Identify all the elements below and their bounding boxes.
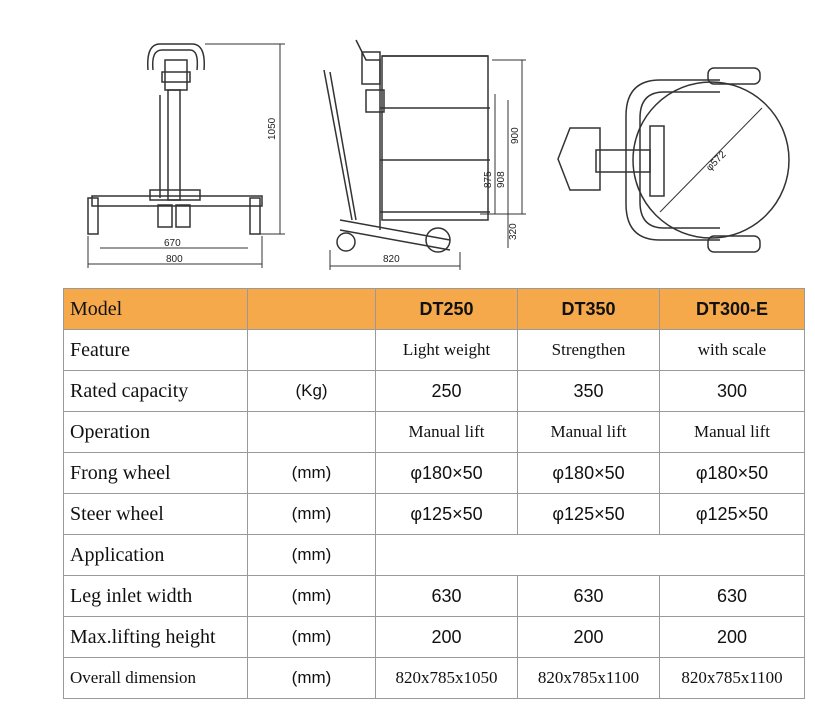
row-unit: (mm) [248,494,376,535]
side-dim-900: 900 [510,127,521,144]
row-label: Application [64,535,248,576]
row-unit: (mm) [248,535,376,576]
row-value-merged [376,535,805,576]
row-value: φ125×50 [376,494,518,535]
row-value: 350 [518,371,660,412]
front-view-drawing [0,0,815,280]
front-dim-670: 670 [164,238,181,249]
side-dim-820: 820 [383,254,400,265]
row-unit: (mm) [248,617,376,658]
row-value: φ125×50 [660,494,805,535]
spec-table [63,288,805,699]
row-value: 250 [376,371,518,412]
row-value: 630 [518,576,660,617]
table-row [64,535,805,576]
row-label: Feature [64,330,248,371]
table-row [64,371,805,412]
row-value: φ180×50 [376,453,518,494]
table-header-row [64,289,805,330]
row-value: 200 [518,617,660,658]
row-value: φ180×50 [518,453,660,494]
table-row [64,453,805,494]
front-dim-1050: 1050 [267,117,278,140]
row-unit: (mm) [248,658,376,699]
row-label: Rated capacity [64,371,248,412]
side-dim-320: 320 [508,223,519,240]
row-value: Manual lift [660,412,805,453]
table-row [64,576,805,617]
row-value: φ125×50 [518,494,660,535]
side-view-drawing [324,40,490,252]
row-unit: (Kg) [248,371,376,412]
table-row [64,494,805,535]
top-dim-diameter: φ572 [704,149,729,174]
row-label: Steer wheel [64,494,248,535]
row-value: 200 [660,617,805,658]
row-value: Light weight [376,330,518,371]
table-row [64,658,805,699]
row-unit [248,412,376,453]
side-dim-875: 875 [483,171,494,188]
header-label-cell: Model [64,289,248,330]
table-row [64,617,805,658]
row-label: Max.lifting height [64,617,248,658]
row-label: Frong wheel [64,453,248,494]
front-dim-800: 800 [166,254,183,265]
top-view-drawing [558,68,789,252]
header-model-dt250: DT250 [376,289,518,330]
table-row [64,412,805,453]
row-value: 300 [660,371,805,412]
row-label: Operation [64,412,248,453]
header-unit-cell [248,289,376,330]
row-unit: (mm) [248,453,376,494]
row-value: 820x785x1100 [660,658,805,699]
row-value: Strengthen [518,330,660,371]
technical-drawings [0,0,815,280]
row-unit: (mm) [248,576,376,617]
row-label: Leg inlet width [64,576,248,617]
row-value: 630 [660,576,805,617]
row-value: 820x785x1100 [518,658,660,699]
row-value: with scale [660,330,805,371]
row-value: Manual lift [518,412,660,453]
row-value: φ180×50 [660,453,805,494]
side-dim-908: 908 [496,171,507,188]
row-value: 200 [376,617,518,658]
row-unit [248,330,376,371]
row-value: 630 [376,576,518,617]
table-row [64,330,805,371]
row-label: Overall dimension [64,658,248,699]
header-model-dt300e: DT300-E [660,289,805,330]
row-value: Manual lift [376,412,518,453]
row-value: 820x785x1050 [376,658,518,699]
header-model-dt350: DT350 [518,289,660,330]
